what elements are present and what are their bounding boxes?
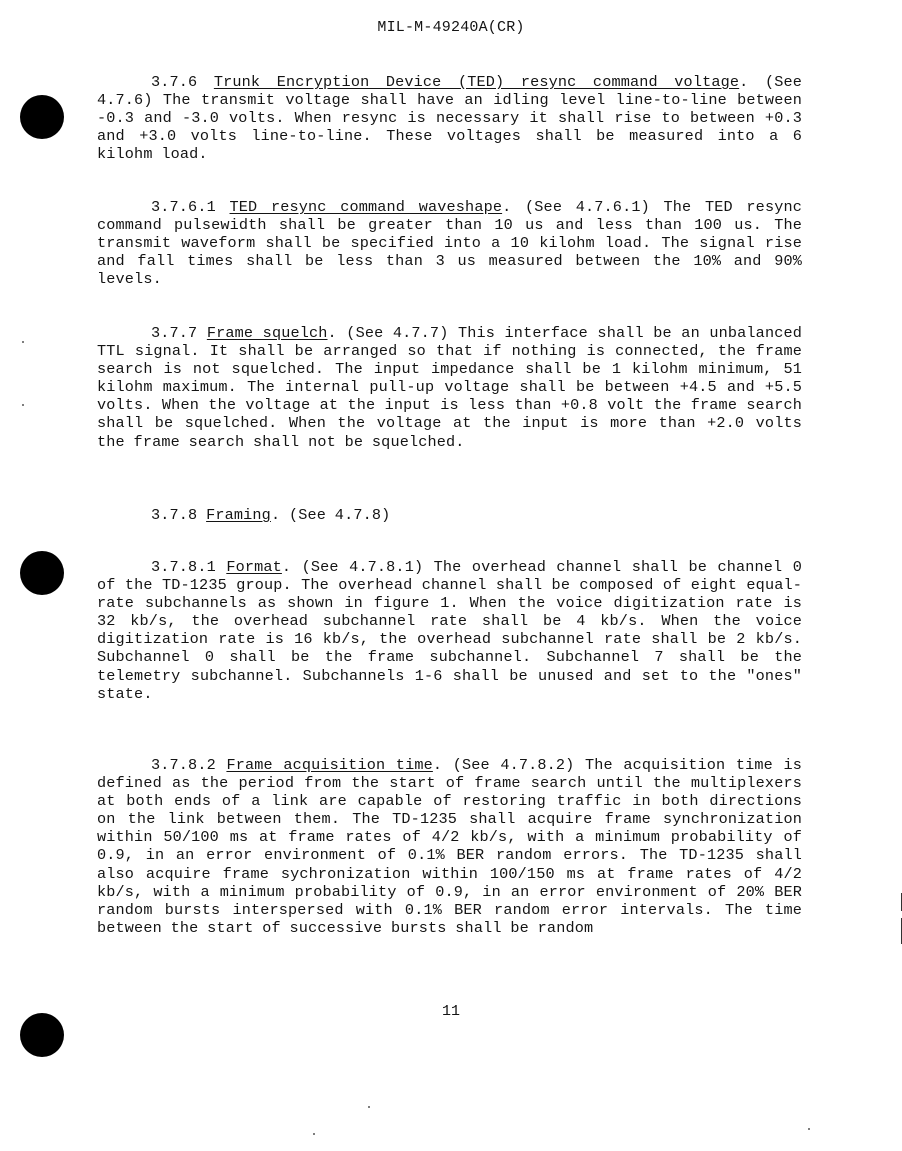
section-number: 3.7.8 [151,506,198,524]
section-title: Format [226,558,282,576]
section-3-7-8 [97,506,802,524]
section-number: 3.7.6 [151,73,198,91]
binder-hole-top [20,95,64,139]
scan-speck [22,404,24,406]
document-identifier: MIL-M-49240A(CR) [377,19,525,36]
scan-speck [808,1128,810,1130]
section-number: 3.7.6.1 [151,198,216,216]
section-body: . (See 4.7.6) The transmit voltage shall have an idling level line-to-line between -0.3 and -3.0 volts. When resync is necessary it shall rise to between +0.3 and +3.0 volts line-to-line. These voltages shall be measured into a 6 kilohm load. [97,73,802,164]
page-number: 11 [441,1003,460,1020]
section-3-7-6 [97,73,802,163]
scan-speck [368,1106,370,1108]
section-title: Frame squelch [206,324,328,342]
section-body: . (See 4.7.7) This interface shall be an unbalanced TTL signal. It shall be arranged so that if nothing is connected, the frame search is not squelched. The input impedance shall be 1 kilohm minimum, 51 kilohm maximum. The internal pull-up voltage shall be between +4.5 and +5.5 volts. When the voltage at the input is less than +0.8 volt the frame search shall be squelched. When the voltage at the input is more than +2.0 volts the frame search shall not be squelched. [97,324,802,451]
section-number: 3.7.7 [151,324,198,342]
section-title: Framing [206,506,271,524]
binder-hole-middle [20,551,64,595]
section-title: Trunk Encryption Device (TED) resync command voltage [213,73,740,91]
section-body: . (See 4.7.8.1) The overhead channel shall be channel 0 of the TD-1235 group. The overhead channel shall be composed of eight equal-rate subchannels as shown in figure 1. When the voice digitization rate is 32 kb/s, the overhead subchannel rate shall be 4 kb/s. When the voice digitization rate is 16 kb/s, the overhead subchannel rate shall be 2 kb/s. Subchannel 0 shall be the frame subchannel. Subchannel 7 shall be the telemetry subchannel. Subchannels 1-6 shall be unused and set to the "ones" state. [97,558,802,703]
section-3-7-6-1 [97,198,802,288]
section-number: 3.7.8.1 [151,558,216,576]
section-title: TED resync command waveshape [229,198,503,216]
section-title: Frame acquisition time [226,756,433,774]
section-body: . (See 4.7.8) [270,506,391,524]
section-3-7-8-1 [97,558,802,703]
section-number: 3.7.8.2 [151,756,216,774]
section-3-7-8-2 [97,756,802,937]
section-3-7-7 [97,324,802,451]
scan-speck [22,341,24,343]
scan-speck [313,1133,315,1135]
section-body: . (See 4.7.8.2) The acquisition time is defined as the period from the start of frame search until the multiplexers at both ends of a link are capable of restoring traffic in both directions on the link between them. The TD-1235 shall acquire frame synchronization within 50/100 ms at frame rates of 4/2 kb/s, with a minimum probability of 0.9, in an error environment of 0.1% BER random errors. The TD-1235 shall also acquire frame sychronization within 100/150 ms at frame rates of 4/2 kb/s, with a minimum probability of 0.9, in an error environment of 20% BER random bursts interspersed with 0.1% BER random error intervals. The time between the start of successive bursts shall be random [97,756,803,937]
section-body: . (See 4.7.6.1) The TED resync command pulsewidth shall be greater than 10 us and less than 100 us. The transmit waveform shall be specified into a 10 kilohm load. The signal rise and fall times shall be less than 3 us measured between the 10% and 90% levels. [97,198,802,289]
